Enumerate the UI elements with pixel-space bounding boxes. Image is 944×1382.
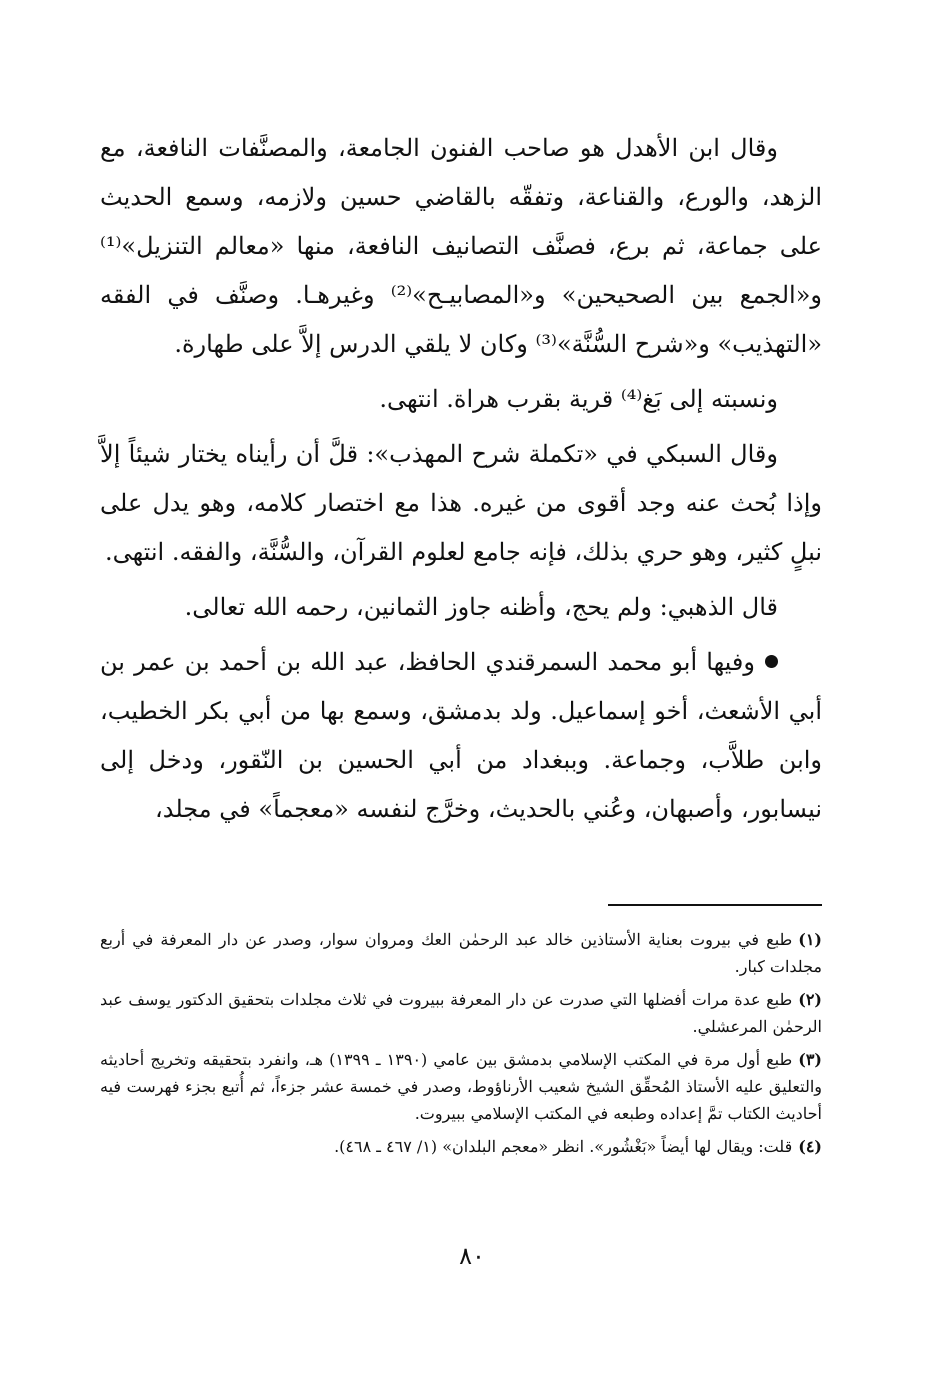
footnote-text: قلت: ويقال لها أيضاً «بَغْشُور». انظر «معجم البلدان» (١/ ٤٦٧ ـ ٤٦٨).	[334, 1137, 793, 1156]
paragraph-nisba: ونسبته إلى بَغ⁽⁴⁾ قرية بقرب هراة. انتهى.	[379, 385, 778, 413]
footnote-number: (٢)	[798, 990, 822, 1009]
footnote-divider	[608, 904, 822, 906]
footnote-text: طبع أول مرة في المكتب الإسلامي بدمشق بين عامي (١٣٩٠ ـ ١٣٩٩) هـ، وانفرد بتحقيقه وتخريج أحاديثه والتعليق عليه الأستاذ المُحقِّق الشيخ شعيب الأرناؤوط، وصدر في خمسة عشر جزءاً، ثم أُتبع بجزء فهرست فيه أحاديث الكتاب تمَّ إعداده وطبعه في المكتب الإسلامي ببيروت.	[100, 1050, 822, 1123]
main-text-block	[100, 124, 822, 834]
footnote-number: (١)	[798, 930, 822, 949]
bullet-icon	[765, 655, 778, 668]
paragraph-subki: وقال السبكي في «تكملة شرح المهذب»: قلَّ أن رأيناه يختار شيئاً إلاَّ وإذا بُحث عنه وجد أقوى من غيره. هذا مع اختصار كلامه، وهو يدل على نبلٍ كثير، وهو حري بذلك، فإنه جامع لعلوم القرآن، والسُّنَّة، والفقه. انتهى.	[100, 440, 822, 566]
footnote-2	[100, 986, 822, 1040]
paragraph-dhahabi: قال الذهبي: ولم يحج، وأظنه جاوز الثمانين، رحمه الله تعالى.	[184, 593, 778, 621]
footnotes-block	[100, 926, 822, 1166]
paragraph-samarqandi	[100, 638, 822, 834]
paragraph-ibn-al-ahdal: وقال ابن الأهدل هو صاحب الفنون الجامعة، والمصنَّفات النافعة، مع الزهد، والورع، والقناعة، وتفقّه بالقاضي حسين ولازمه، وسمع الحديث على جماعة، ثم برع، فصنَّف التصانيف النافعة، منها «معالم التنزيل»⁽¹⁾ و«الجمع بين الصحيحين» و«المصابيـح»⁽²⁾ وغيرهـا. وصنَّف في الفقه «التهذيب» و«شرح السُّنَّة»⁽³⁾ وكان لا يلقي الدرس إلاَّ على طهارة.	[100, 134, 822, 358]
footnote-1	[100, 926, 822, 980]
footnote-3	[100, 1046, 822, 1127]
footnote-4	[100, 1133, 822, 1160]
page-number: ٨٠	[459, 1242, 485, 1270]
footnote-text: طبع عدة مرات أفضلها التي صدرت عن دار المعرفة ببيروت في ثلاث مجلدات بتحقيق الدكتور يوسف عبد الرحمٰن المرعشلي.	[100, 990, 822, 1036]
paragraph-samarqandi-text: وفيها أبو محمد السمرقندي الحافظ، عبد الله بن أحمد بن عمر بن أبي الأشعث، أخو إسماعيل. ولد بدمشق، وسمع بها من أبي بكر الخطيب، وابن طلاَّب، وجماعة. وببغداد من أبي الحسين بن النّقور، ودخل إلى نيسابور، وأصبهان، وعُني بالحديث، وخرَّج لنفسه «معجماً» في مجلد،	[100, 648, 822, 823]
footnote-number: (٤)	[798, 1137, 822, 1156]
footnote-number: (٣)	[798, 1050, 822, 1069]
footnote-text: طبع في بيروت بعناية الأستاذين خالد عبد الرحمٰن العك ومروان سوار، وصدر عن دار المعرفة في أربع مجلدات كبار.	[100, 930, 822, 976]
